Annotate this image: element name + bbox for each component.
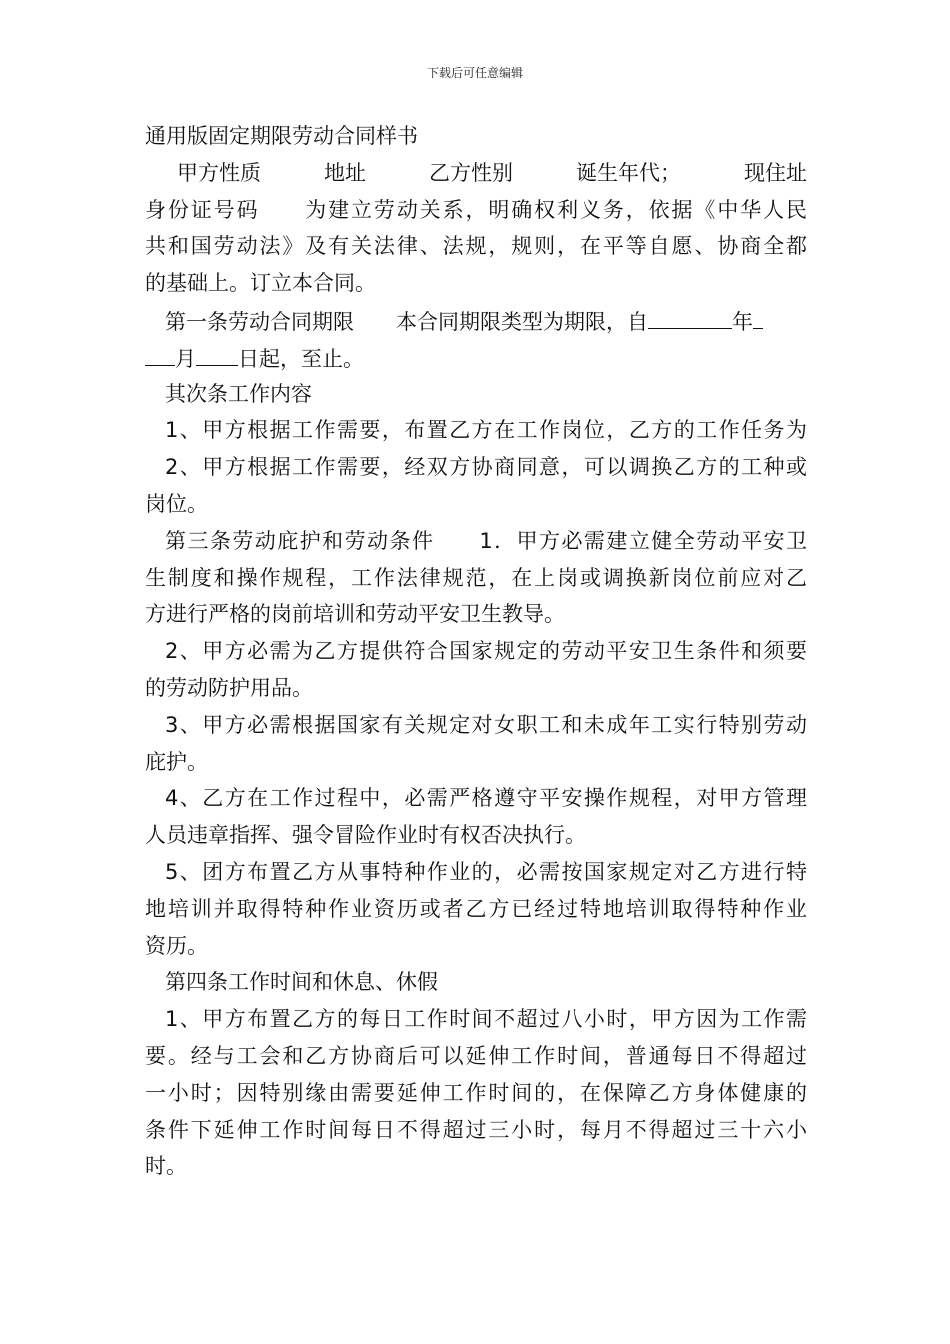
paragraph-line: 方进行严格的岗前培训和劳动平安卫生教导。 (145, 602, 565, 627)
paragraph-line: 身份证号码 为建立劳动关系，明确权利义务，依据《中华人民 (145, 197, 807, 222)
field-address: 地址 (324, 160, 366, 185)
blank-month[interactable] (145, 339, 175, 366)
document-title: 通用版固定期限劳动合同样书 (145, 124, 418, 148)
list-item-continued: 人员违章指挥、强令冒险作业时有权否决执行。 (145, 823, 586, 848)
article-1-line (145, 302, 807, 339)
list-item: 2、甲方根据工作需要，经双方协商同意，可以调换乙方的工种或 (165, 455, 807, 480)
paragraph-line: 生制度和操作规程，工作法律规范，在上岗或调换新岗位前应对乙 (145, 565, 807, 590)
field-party-a-nature: 甲方性质 (177, 160, 261, 185)
party-info-line (145, 155, 807, 192)
label-year: 年 (732, 309, 753, 334)
list-item-continued: 要。经与工会和乙方协商后可以延伸工作时间，普通每日不得超过 (145, 1043, 807, 1068)
list-item: 5、团方布置乙方从事特种作业的，必需按国家规定对乙方进行特 (165, 859, 807, 884)
article-1-line-2 (145, 339, 807, 376)
list-item-continued: 资历。 (145, 933, 208, 958)
list-item-continued: 时。 (145, 1154, 187, 1179)
article-4-title: 第四条工作时间和休息、休假 (165, 970, 438, 995)
blank-day[interactable] (196, 339, 238, 366)
field-current-address: 现住址 (744, 160, 807, 185)
label-month: 月 (175, 346, 196, 371)
article-1-text: 第一条劳动合同期限 本合同期限类型为期限，自 (165, 309, 648, 334)
field-party-b-gender: 乙方性别 (429, 160, 513, 185)
field-birth-year: 诞生年代； (576, 160, 681, 185)
list-item-continued: 条件下延伸工作时间每日不得超过三小时，每月不得超过三十六小 (145, 1117, 807, 1142)
article-3-line: 第三条劳动庇护和劳动条件 1．甲方必需建立健全劳动平安卫 (165, 528, 807, 553)
blank-year[interactable] (648, 302, 732, 329)
paragraph-line: 的基础上。订立本合同。 (145, 271, 376, 296)
blank-month-start[interactable] (753, 302, 763, 329)
list-item-continued: 岗位。 (145, 491, 208, 516)
list-item: 4、乙方在工作过程中，必需严格遵守平安操作规程，对甲方管理 (165, 786, 807, 811)
paragraph-line: 共和国劳动法》及有关法律、法规，规则，在平等自愿、协商全都 (145, 234, 807, 259)
list-item-continued: 的劳动防护用品。 (145, 675, 313, 700)
label-day-text: 日起，至止。 (238, 346, 364, 371)
list-item: 2、甲方必需为乙方提供符合国家规定的劳动平安卫生条件和须要 (165, 639, 807, 664)
list-item-continued: 地培训并取得特种作业资历或者乙方已经过特地培训取得特种作业 (145, 896, 807, 921)
list-item: 1、甲方根据工作需要，布置乙方在工作岗位，乙方的工作任务为 (165, 418, 807, 443)
list-item: 3、甲方必需根据国家有关规定对女职工和未成年工实行特别劳动 (165, 712, 807, 737)
list-item-continued: 庇护。 (145, 749, 208, 774)
article-2-title: 其次条工作内容 (165, 381, 312, 406)
list-item-continued: 一小时；因特别缘由需要延伸工作时间的，在保障乙方身体健康的 (145, 1080, 807, 1105)
list-item: 1、甲方布置乙方的每日工作时间不超过八小时，甲方因为工作需 (165, 1007, 807, 1032)
page-header: 下载后可任意编辑 (426, 66, 523, 80)
contract-body (145, 118, 807, 1185)
